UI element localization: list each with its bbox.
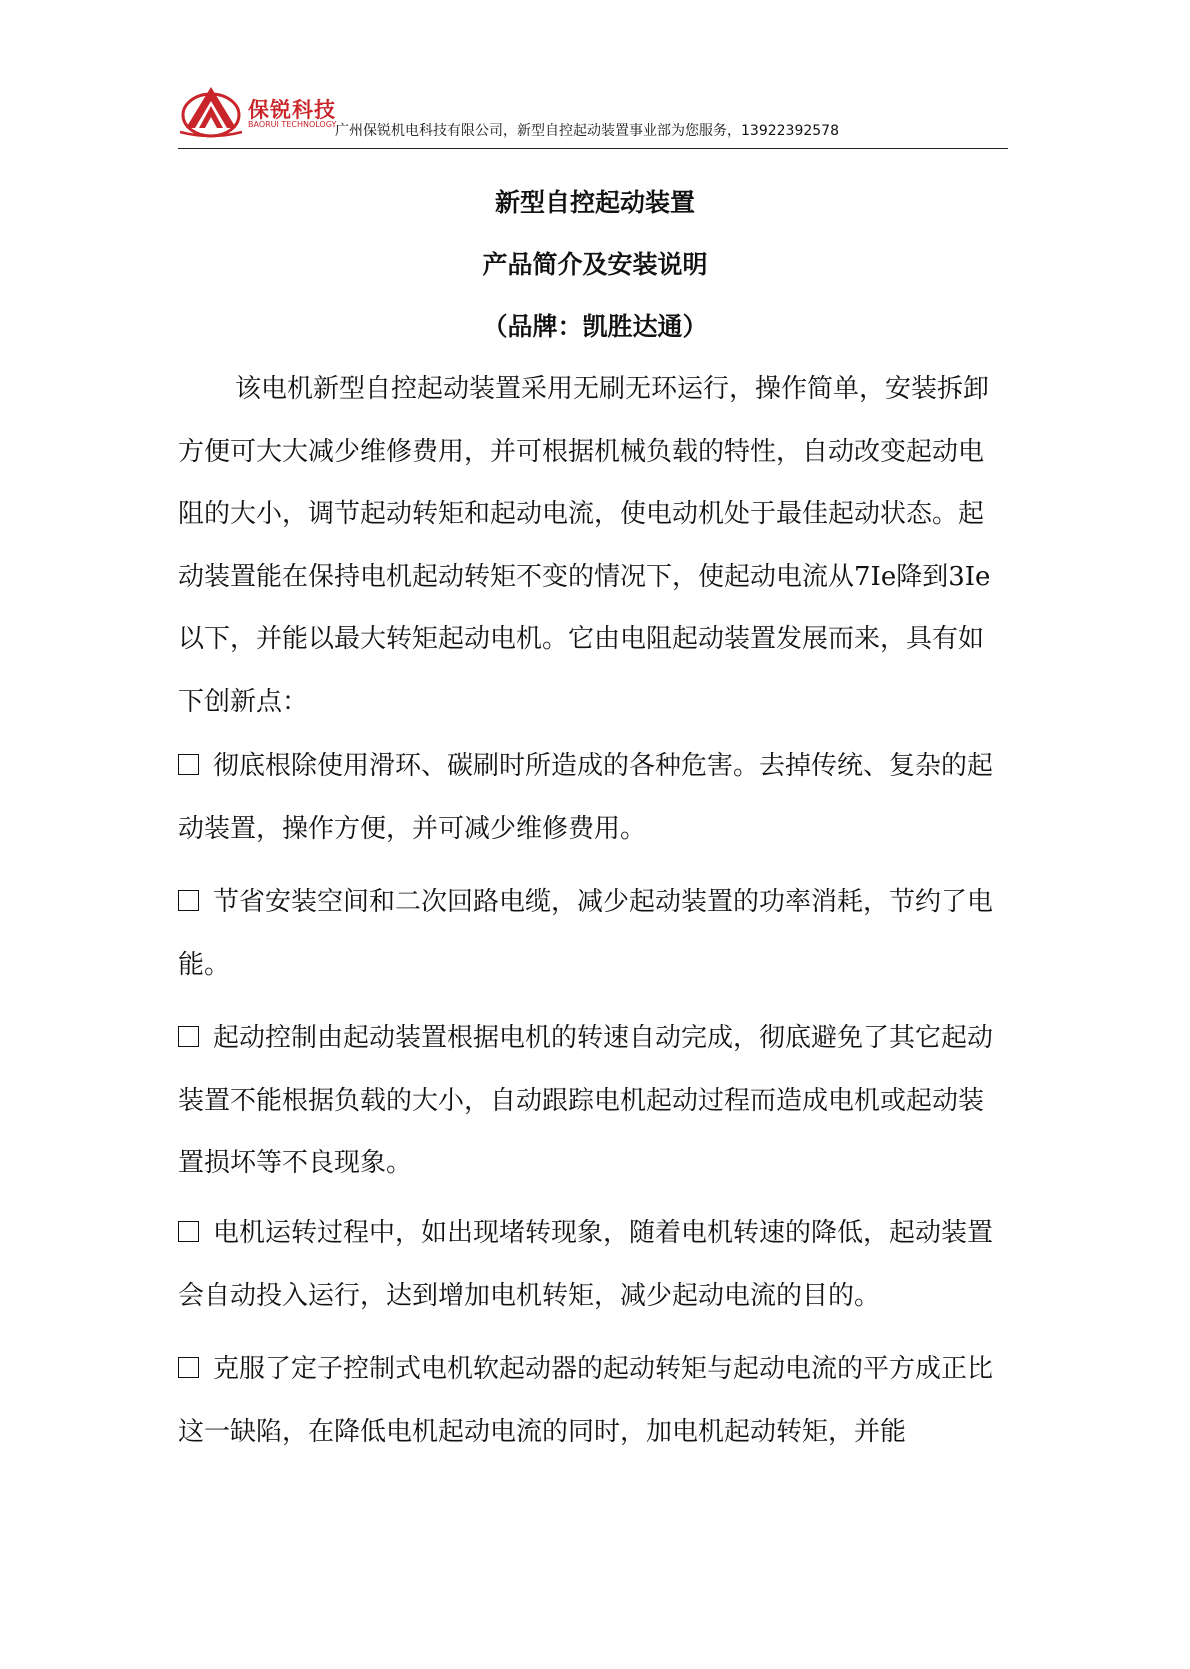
- feature-item: [178, 1007, 1008, 1195]
- company-logo: [178, 82, 337, 144]
- brand-name-en: BAORUI TECHNOLOGY: [248, 120, 337, 129]
- brand-name-cn: 保锐科技: [248, 98, 336, 122]
- feature-text: 克服了定子控制式电机软起动器的起动转矩与起动电流的平方成正比这一缺陷，在降低电机起动电流的同时，加电机起动转矩，并能: [178, 1354, 994, 1447]
- checkbox-square-icon: [178, 1221, 199, 1242]
- checkbox-square-icon: [178, 1357, 199, 1378]
- feature-item: [178, 1338, 1008, 1463]
- intro-paragraph: 该电机新型自控起动装置采用无刷无环运行，操作简单，安装拆卸方便可大大减少维修费用，并可根据机械负载的特性，自动改变起动电阻的大小，调节起动转矩和起动电流，使电动机处于最佳起动状态。起动装置能在保持电机起动转矩不变的情况下，使起动电流从7Ie降到3Ie以下，并能以最大转矩起动电机。它由电阻起动装置发展而来，具有如下创新点：: [178, 374, 991, 717]
- page-header: [178, 78, 1008, 149]
- feature-item: [178, 1202, 1008, 1327]
- feature-item: [178, 735, 1008, 860]
- feature-text: 电机运转过程中，如出现堵转现象，随着电机转速的降低，起动装置会自动投入运行，达到增加电机转矩，减少起动电流的目的。: [178, 1218, 994, 1311]
- checkbox-square-icon: [178, 1026, 199, 1047]
- feature-text: 起动控制由起动装置根据电机的转速自动完成，彻底避免了其它起动装置不能根据负载的大小，自动跟踪电机起动过程而造成电机或起动装置损坏等不良现象。: [178, 1023, 994, 1178]
- service-line: 广州保锐机电科技有限公司，新型自控起动装置事业部为您服务，13922392578: [335, 123, 839, 139]
- feature-text: 彻底根除使用滑环、碳刷时所造成的各种危害。去掉传统、复杂的起动装置，操作方便，并可减少维修费用。: [178, 751, 994, 844]
- title-line-3: （品牌：凯胜达通）: [482, 312, 708, 341]
- feature-text: 节省安装空间和二次回路电缆，减少起动装置的功率消耗，节约了电能。: [178, 887, 994, 980]
- checkbox-square-icon: [178, 754, 199, 775]
- checkbox-square-icon: [178, 890, 199, 911]
- baorui-logo-icon: [178, 82, 244, 140]
- title-line-1: 新型自控起动装置: [494, 188, 695, 217]
- title-line-2: 产品简介及安装说明: [482, 250, 708, 279]
- feature-item: [178, 871, 1008, 996]
